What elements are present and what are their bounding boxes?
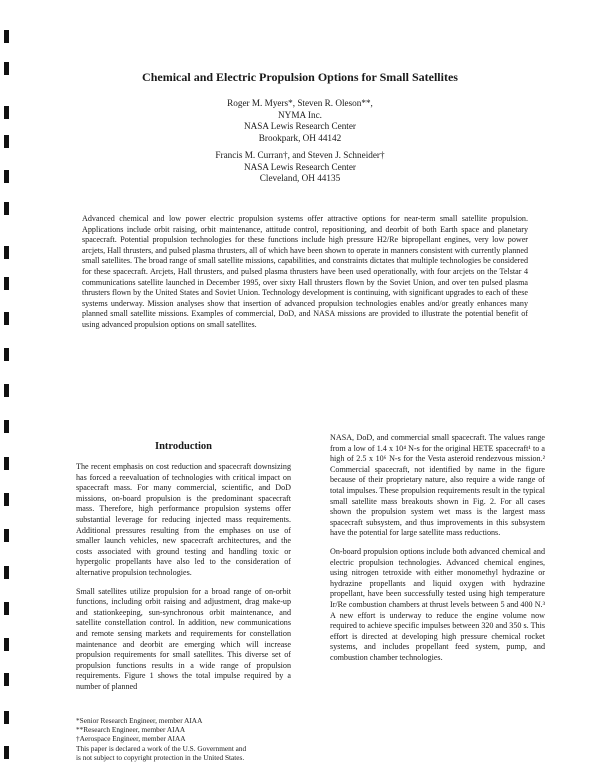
- binder-mark: [4, 566, 9, 579]
- footnotes: [76, 716, 306, 762]
- binder-mark: [4, 529, 9, 542]
- left-column: [76, 462, 291, 700]
- author-line: Roger M. Myers*, Steven R. Oleson**,: [227, 98, 373, 108]
- footnote: is not subject to copyright protection in the United States.: [76, 752, 245, 762]
- binder-mark: [4, 457, 9, 470]
- author-block-1: [0, 98, 600, 144]
- author-line: NASA Lewis Research Center: [243, 161, 356, 172]
- footnote: This paper is declared a work of the U.S. Government and: [76, 743, 247, 753]
- footnote: †Aerospace Engineer, member AIAA: [76, 734, 186, 744]
- binder-mark: [4, 638, 9, 651]
- binder-mark: [4, 384, 9, 397]
- author-line: Cleveland, OH 44135: [259, 173, 341, 183]
- section-heading-introduction: Introduction: [155, 441, 212, 452]
- abstract: Advanced chemical and low power electric propulsion systems offer attractive options for near-term small satellite propulsion. Applications include orbit raising, orbit maintenance, attitude control, repositioning, and deorbit of both Earth space and planetary spacecraft. Potential propulsion technologies for these functions include high pressure H2/Re bipropellant engines, very low power arcjets, Hall thrusters, and pulsed plasma thrusters, all of which have been shown to operate in manners consistent with currently planned small satellites. The broad range of small satellite missions, capabilities, and constraints dictates that multiple technologies be considered for these spacecraft. Arcjets, Hall thrusters, and pulsed plasma thrusters have been used operationally, with four arcjets on the Telstar 4 communications satellite launched in December 1995, over sixty Hall thrusters flown by the Soviet Union, and over ten pulsed plasma thrusters flown by the United States and Soviet Union. Technology development is continuing, with significant upgrades to each of these systems underway. Mission analyses show that insertion of advanced propulsion technologies enables and/or greatly enhances many planned small satellite missions. Examples of commercial, DoD, and NASA missions are provided to illustrate the potential benefit of using advanced propulsion options on small satellites.: [82, 214, 528, 329]
- binder-mark: [4, 420, 9, 433]
- paragraph: On-board propulsion options include both advanced chemical and electric propulsion technologies. Advanced chemical engines, using nitrogen tetroxide with either monomethyl hydrazine or hydrazine propellants and liquid oxygen with hydrazine propellant, have been successfully tested using high temperature Ir/Re combustion chambers at thrust levels between 5 and 400 N.³ A new effort is underway to reduce the engine volume now required to achieve specific impulses between 320 and 350 s. This effort is directed at developing high pressure chemical rocket systems, and includes propellant feed system, pump, and combustion chamber technologies.: [330, 546, 545, 662]
- binder-mark: [4, 277, 9, 290]
- binder-mark: [4, 202, 9, 215]
- paper-title: Chemical and Electric Propulsion Options for Small Satellites: [142, 70, 458, 84]
- paragraph: Small satellites utilize propulsion for a broad range of on-orbit functions, including orbit raising and adjustment, drag make-up and stationkeeping, sun-synchronous orbit maintenance, and satellite constellation control. In addition, new communications and remote sensing markets and requirements for constellation maintenance and deorbit are emerging which will increase propulsion requirements for small satellites. This diverse set of propulsion functions results in a wide range of propulsion requirements. Figure 1 shows the total impulse required by a number of planned: [76, 586, 291, 691]
- binder-mark: [4, 673, 9, 686]
- binder-mark: [4, 348, 9, 361]
- author-line: NASA Lewis Research Center: [243, 121, 356, 131]
- paragraph: NASA, DoD, and commercial small spacecraft. The values range from a low of 1.4 x 10⁴ N-s for the original HETE spacecraft¹ to a high of 2.5 x 10⁶ N-s for the Vesta asteroid rendezvous mission.² Commercial spacecraft, not identified by name in the figure because of their proprietary nature, also require a wide range of total impulses. These propulsion requirements result in the typical small satellite mass breakouts shown in Fig. 2. For all cases shown the propulsion system wet mass is the largest mass spacecraft subsystem, and thus improvements in this subsystem have the potential for large satellite mass reductions.: [330, 433, 545, 538]
- right-column: [330, 433, 545, 671]
- binder-mark: [4, 746, 9, 759]
- binder-mark: [4, 711, 9, 724]
- footnote: *Senior Research Engineer, member AIAA: [76, 716, 203, 725]
- author-block-2: [0, 150, 600, 185]
- binder-mark: [4, 246, 9, 259]
- author-line: Francis M. Curran†, and Steven J. Schneider†: [215, 150, 385, 160]
- paragraph: The recent emphasis on cost reduction and spacecraft downsizing has forced a reevaluation of technologies with critical impact on spacecraft mass. For many commercial, scientific, and DoD missions, on-board propulsion is the predominant spacecraft mass. Therefore, high performance propulsion systems offer substantial leverage for reducing injected mass requirements. Additional pressures resulting from the emphases on use of smaller launch vehicles, new spacecraft architectures, and the costs associated with ground testing and handling toxic or hypergolic propellants have also led to the consideration of alternative propulsion technologies.: [76, 462, 291, 577]
- binder-mark: [4, 312, 9, 325]
- binder-mark: [4, 30, 9, 43]
- author-line: Brookpark, OH 44142: [258, 132, 342, 143]
- binder-mark: [4, 493, 9, 506]
- author-line: NYMA Inc.: [278, 109, 322, 120]
- footnote: **Research Engineer, member AIAA: [76, 725, 186, 735]
- binder-mark: [4, 602, 9, 615]
